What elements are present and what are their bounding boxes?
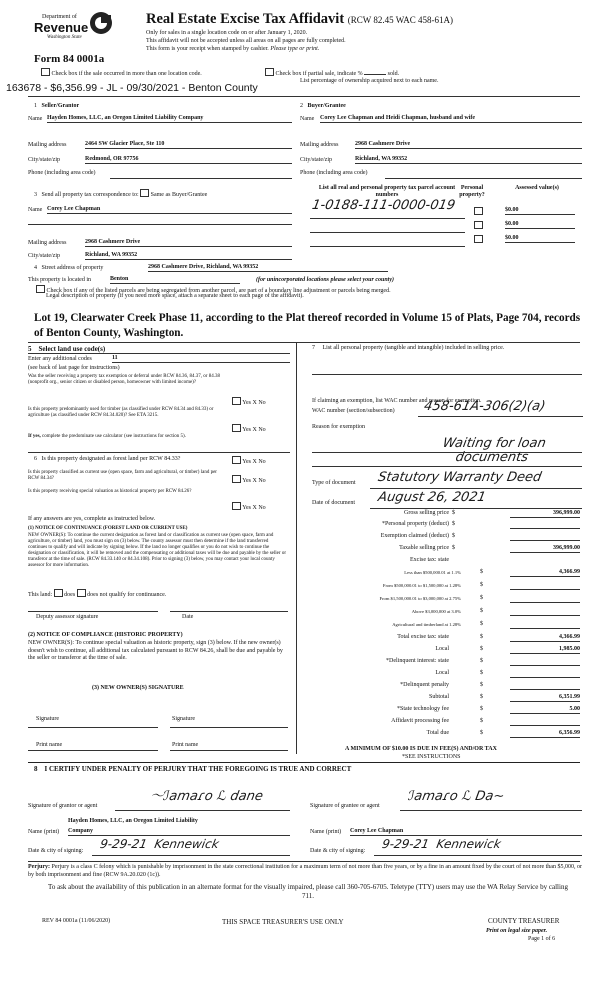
seller-name-label: Name: [28, 116, 43, 122]
assessed-value-1[interactable]: $0.00: [505, 207, 575, 215]
street-label: Street address of property: [41, 265, 104, 271]
delinq-local-amount[interactable]: [510, 670, 580, 678]
processing-fee-label: Affidavit processing fee: [391, 718, 449, 724]
correspondence-city-label: City/state/zip: [28, 253, 60, 259]
additional-codes[interactable]: 11: [112, 355, 290, 363]
sold-label: sold.: [387, 71, 400, 77]
certify-heading: [34, 765, 351, 773]
buyer-city[interactable]: Richland, WA 99352: [355, 156, 582, 164]
doc-date[interactable]: August 26, 2021: [376, 490, 488, 505]
delinq-penalty-currency: $: [480, 682, 483, 688]
correspondence-name[interactable]: Corey Lee Chapman: [47, 206, 292, 214]
grantee-date-city-label: Date & city of signing:: [310, 848, 366, 854]
correspondence-mail[interactable]: 2968 Cashmere Drive: [85, 239, 292, 247]
certify-text: I CERTIFY UNDER PENALTY OF PERJURY THAT THE FOREGOING IS TRUE AND CORRECT: [44, 765, 352, 773]
subtotal-amount[interactable]: 6,351.99: [510, 694, 580, 702]
tier1-amount[interactable]: 4,366.99: [510, 569, 580, 577]
tier2-label: From $500,000.01 to $1,500,000 at 1.28%: [382, 583, 461, 588]
q-timber-yes-checkbox[interactable]: [232, 424, 241, 432]
correspondence-name-label: Name: [28, 207, 43, 213]
q-exemption-answer: [232, 397, 266, 407]
see-instructions-note: *SEE INSTRUCTIONS: [402, 754, 461, 760]
form-title-ref: (RCW 82.45 WAC 458-61A): [347, 15, 453, 25]
q-forest-yesno: Yes X No: [242, 459, 266, 465]
tier1-currency: $: [480, 569, 483, 575]
seller-city-label: City/state/zip: [28, 157, 60, 163]
grantor-signature[interactable]: 〜ℐamaɾo ℒ dane: [148, 789, 265, 804]
grantee-name-print[interactable]: Corey Lee Chapman: [350, 828, 582, 836]
q-exemption-yesno: Yes X No: [242, 400, 266, 406]
tier2-amount[interactable]: [510, 582, 580, 590]
seller-name[interactable]: Hayden Homes, LLC, an Oregon Limited Liability Company: [47, 115, 292, 123]
assessed-value-header: Assessed value(s): [515, 185, 559, 191]
grantee-name-print-label: Name (print): [310, 829, 342, 835]
segregated-label: Check box if any of the listed parcels are being segregated from another parcel, are part of a boundary line adjustment or parcels being merged.: [46, 288, 391, 294]
header-note-3: [146, 46, 319, 53]
new-owner-print-name-label-1: Print name: [36, 742, 63, 748]
buyer-heading: [300, 103, 346, 110]
partial-sale-percent-field[interactable]: [364, 74, 386, 75]
alt-format-note: To ask about the availability of this publication in an alternate format for the visually impaired, please call 360-705-6705. Teletype (TTY) users may use the WA Relay Service by calling 711.: [48, 883, 568, 901]
delinq-penalty-amount[interactable]: [510, 682, 580, 690]
grantee-signature-label: Signature of grantee or agent: [310, 803, 380, 809]
perjury-text: Perjury is a class C felony which is punishable by imprisonment in the state correctional institution for a maximum term of not more than five years, or by a fine in an amount fixed by the court of not more than $5,000, or by both imprisonment and fine (RCW 9A.20.020 (1c)).: [28, 864, 583, 879]
gross-currency: $: [452, 510, 455, 516]
tier2-currency: $: [480, 582, 483, 588]
tech-fee-currency: $: [480, 706, 483, 712]
same-as-buyer-checkbox[interactable]: [140, 189, 149, 197]
grantor-name-print-label: Name (print): [28, 829, 60, 835]
grantee-signature[interactable]: ℐamaɾo ℒ Da~: [406, 789, 506, 804]
doc-date-label: Date of document: [312, 500, 355, 506]
recording-stamp: 163678 - $6,356.99 - JL - 09/30/2021 - Benton County: [6, 82, 258, 94]
exemption-deduct[interactable]: [510, 533, 580, 541]
land-use-heading: [28, 345, 105, 353]
local-currency: $: [480, 646, 483, 652]
legal-description-label: Legal description of property (if you need more space, attach a separate sheet to each page of the affidavit).: [46, 293, 304, 299]
doc-type-label: Type of document: [312, 480, 356, 486]
land-does-not-checkbox[interactable]: [77, 589, 86, 597]
notice-compliance-text: NEW OWNER(S): To continue special valuation as historic property, sign (3) below. If the new owner(s) doesn't wish to continue, all additional tax calculated pursuant to RCW 84.26, shall be due and payable by the seller or transferor at the time of sale.: [28, 640, 283, 661]
q-current-use-yesno: Yes X No: [242, 478, 266, 484]
tier4-amount[interactable]: [510, 608, 580, 616]
deputy-signature-label: Deputy assessor signature: [36, 614, 99, 620]
reason-label: Reason for exemption: [312, 424, 365, 430]
tech-fee-label: *State technology fee: [397, 706, 449, 712]
tech-fee-amount[interactable]: 5.00: [510, 706, 580, 714]
header-note-1: Only for sales in a single location code on or after January 1, 2020.: [146, 30, 308, 36]
land-use-heading-text: Select land use code(s): [38, 345, 106, 353]
tier3-label: From $1,500,000.01 to $3,000,000 at 2.75%: [379, 596, 461, 601]
form-title-text: Real Estate Excise Tax Affidavit: [146, 11, 345, 27]
total-state-label: Total excise tax: state: [397, 634, 449, 640]
total-state-amount[interactable]: 4,366.99: [510, 634, 580, 642]
if-yes-text: complete the predominate use calculator (see instructions for section 5).: [42, 434, 186, 439]
wac-label: WAC number (section/subsection): [312, 408, 395, 414]
correspondence-mail-label: Mailing address: [28, 240, 67, 246]
exemption-reason[interactable]: Waiting for loan documents: [441, 436, 548, 465]
doc-type[interactable]: Statutory Warranty Deed: [376, 470, 543, 485]
county-treasurer-label: COUNTY TREASURER: [488, 917, 560, 925]
personal-property-deduct[interactable]: [510, 521, 580, 529]
revenue-logo-text: Revenue: [34, 20, 89, 35]
assessed-value-2[interactable]: $0.00: [505, 221, 575, 229]
rev-number: REV 84 0001a (11/06/2020): [42, 918, 111, 924]
total-due-amount[interactable]: 6,356.99: [510, 730, 580, 738]
this-land-label: This land:: [28, 592, 53, 598]
q-exemption-yes-checkbox[interactable]: [232, 397, 241, 405]
notice-continuance-heading: (1) NOTICE OF CONTINUANCE (FOREST LAND OR CURRENT USE): [28, 526, 188, 531]
total-due-currency: $: [480, 730, 483, 736]
delinq-penalty-label: *Delinquent penalty: [400, 682, 449, 688]
certify-num: 8: [34, 765, 38, 773]
tier1-label: Less than $500,000.01 at 1.1%: [404, 570, 461, 575]
q-timber: Is this property predominantly used for timber (as classified under RCW 84.34 and 84.33) or agriculture (as classified under RCW 84.34.020)? See ETA 3215.: [28, 407, 214, 418]
taxable-label: Taxable selling price: [399, 545, 449, 551]
additional-codes-label: Enter any additional codes: [28, 356, 92, 362]
personal-label: *Personal property (deduct): [382, 521, 449, 527]
tier3-currency: $: [480, 595, 483, 601]
if-any-note: If any answers are yes, complete as instructed below.: [28, 516, 156, 522]
taxable-currency: $: [452, 545, 455, 551]
gross-label: Gross selling price: [404, 510, 449, 516]
q-current-use-yes-checkbox[interactable]: [232, 475, 241, 483]
seller-heading-text: Seller/Grantor: [41, 103, 80, 109]
page-number: Page 1 of 6: [528, 936, 556, 942]
total-state-currency: $: [480, 634, 483, 640]
q-current-use-answer: [232, 475, 266, 485]
street-num: 4: [34, 265, 37, 271]
processing-fee-currency: $: [480, 718, 483, 724]
personal-property-list: [312, 345, 582, 352]
buyer-city-label: City/state/zip: [300, 157, 332, 163]
land-does-label: does: [64, 592, 76, 598]
buyer-mail[interactable]: 2968 Cashmere Drive: [355, 141, 582, 149]
seller-heading: [34, 103, 79, 110]
tier5-label: Agricultural and timberland at 1.28%: [392, 622, 461, 627]
new-owner-signature-label-1: Signature: [36, 716, 59, 722]
header-note-3b: Please type or print.: [270, 46, 320, 52]
section6-num: 6: [34, 456, 37, 462]
q-forest-answer: [232, 456, 266, 466]
exemption-instructions: If claiming an exemption, list WAC number and reason for exemption.: [312, 398, 482, 404]
q-exemption: Was the seller receiving a property tax exemption or deferral under RCW 84.36, 84.37, or 84.38 (nonprofit org., senior citizen or disabled person, homeowner with limited income)?: [28, 374, 220, 385]
q-forest-yes-checkbox[interactable]: [232, 456, 241, 464]
form-number: Form 84 0001a: [34, 53, 105, 65]
unincorporated-note: (for unincorporated locations please select your county): [256, 277, 394, 283]
assessed-value-3[interactable]: $0.00: [505, 235, 575, 243]
department-label: Department of: [42, 14, 77, 20]
delinq-local-label: Local: [435, 670, 449, 676]
new-owner-signature-label-2: Signature: [172, 716, 195, 722]
q-timber-yesno: Yes X No: [242, 427, 266, 433]
see-back-note: (see back of last page for instructions): [28, 365, 120, 371]
street-address[interactable]: 2968 Cashmere Drive, Richland, WA 99352: [148, 264, 388, 272]
buyer-heading-text: Buyer/Grantee: [307, 103, 346, 109]
grantee-date-city[interactable]: 9-29-21 Kennewick: [380, 837, 502, 851]
perjury-note: [28, 863, 582, 879]
section7-num: 7: [312, 345, 315, 351]
washington-state-label: Washington State: [47, 35, 82, 40]
q-historic-answer: [232, 502, 266, 512]
gross-selling-price[interactable]: 396,999.00: [510, 510, 580, 518]
this-land-row: [28, 589, 166, 599]
header-note-3a: This form is your receipt when stamped by cashier.: [146, 46, 269, 52]
new-owner-print-name-label-2: Print name: [172, 742, 199, 748]
excise-state-label: Excise tax: state: [410, 557, 449, 563]
header-note-2: This affidavit will not be accepted unless all areas on all pages are fully completed.: [146, 38, 346, 44]
tier5-currency: $: [480, 621, 483, 627]
multi-location-checkbox[interactable]: [41, 68, 50, 76]
buyer-name-label: Name: [300, 116, 315, 122]
grantor-signature-label: Signature of grantor or agent: [28, 803, 98, 809]
q-current-use: Is this property classified as current use (open space, farm and agricultural, or timber) land per RCW 84.34?: [28, 470, 217, 481]
perjury-bold: Perjury:: [28, 864, 50, 870]
grantor-date-city[interactable]: 9-29-21 Kennewick: [98, 837, 220, 851]
grantor-name-print[interactable]: Company: [68, 828, 290, 836]
revenue-logo-icon: [90, 12, 112, 34]
delinq-local-currency: $: [480, 670, 483, 676]
exemption-currency: $: [452, 533, 455, 539]
wac-number[interactable]: 458-61A-306(2)(a): [422, 399, 547, 414]
multi-location-row: [41, 68, 202, 78]
seller-phone-label: Phone (including area code): [28, 170, 96, 176]
legal-description[interactable]: Lot 19, Clearwater Creek Phase 11, according to the Plat thereof recorded in Volume 15 of Plats, Page 704, records of Benton County, Washington.: [34, 312, 581, 339]
q-historic-yes-checkbox[interactable]: [232, 502, 241, 510]
taxable-selling-price[interactable]: 396,999.00: [510, 545, 580, 553]
correspondence-num: 3: [34, 192, 37, 198]
if-yes-bold: If yes,: [28, 434, 41, 439]
q-historic: Is this property receiving special valuation as historical property per RCW 84.26?: [28, 489, 192, 494]
notice-compliance-heading: (2) NOTICE OF COMPLIANCE (HISTORIC PROPERTY): [28, 632, 183, 638]
tier4-label: Above $3,000,000 at 3.0%: [411, 609, 461, 614]
partial-sale-checkbox[interactable]: [265, 68, 274, 76]
land-use-num: 5: [28, 345, 32, 353]
personal-property-checkbox-3[interactable]: [474, 235, 483, 245]
section7-text: List all personal property (tangible and intangible) included in selling price.: [322, 345, 505, 351]
q-timber-answer: [232, 424, 266, 434]
seller-mail-label: Mailing address: [28, 142, 67, 148]
q-forest: Is this property designated as forest land per RCW 84.33?: [41, 456, 181, 462]
tier4-currency: $: [480, 608, 483, 614]
tier5-amount[interactable]: [510, 621, 580, 629]
buyer-phone-label: Phone (including area code): [300, 170, 368, 176]
partial-sale-row: [265, 68, 399, 78]
buyer-num: 2: [300, 103, 303, 109]
ownership-note: List percentage of ownership acquired next to each name.: [300, 78, 439, 84]
segregated-checkbox[interactable]: [36, 285, 45, 293]
land-does-not-label: does not qualify for continuance.: [87, 592, 167, 598]
personal-property-checkbox-2[interactable]: [474, 221, 483, 231]
parcel-header: List all real and personal property tax parcel account numbers: [318, 185, 456, 198]
delinq-state-label: *Delinquent interest: state: [386, 658, 449, 664]
buyer-mail-label: Mailing address: [300, 142, 339, 148]
local-amount[interactable]: 1,985.00: [510, 646, 580, 654]
correspondence-city[interactable]: Richland, WA 99352: [85, 252, 292, 260]
personal-property-checkbox-1[interactable]: [474, 207, 483, 217]
grantor-date-city-label: Date & city of signing:: [28, 848, 84, 854]
land-does-checkbox[interactable]: [54, 589, 63, 597]
buyer-name[interactable]: Corey Lee Chapman and Heidi Chapman, husband and wife: [320, 115, 582, 123]
correspondence-row: [34, 189, 207, 199]
forest-question-row: [34, 456, 180, 463]
personal-currency: $: [452, 521, 455, 527]
subtotal-currency: $: [480, 694, 483, 700]
new-owner-signature-heading: (3) NEW OWNER(S) SIGNATURE: [92, 685, 184, 691]
parcel-number[interactable]: 1-0188-111-0000-019: [310, 198, 457, 213]
delinq-state-amount[interactable]: [510, 658, 580, 666]
if-yes-note: [28, 434, 258, 440]
local-label: Local: [435, 646, 449, 652]
seller-mail[interactable]: 2464 SW Glacier Place, Ste 110: [85, 141, 292, 149]
partial-sale-label: Check box if partial sale, indicate %: [275, 71, 363, 77]
same-as-buyer-label: Same as Buyer/Grantee: [150, 192, 208, 198]
subtotal-label: Subtotal: [428, 694, 449, 700]
processing-fee-amount[interactable]: [510, 718, 580, 726]
seller-num: 1: [34, 103, 37, 109]
minimum-due-note: A MINIMUM OF $10.00 IS DUE IN FEE(S) AND/OR TAX: [345, 746, 497, 752]
form-title: [146, 11, 453, 28]
multi-location-label: Check box if the sale occurred in more than one location code.: [51, 71, 202, 77]
total-due-label: Total due: [426, 730, 449, 736]
personal-property-header: Personal property?: [459, 185, 485, 198]
notice-continuance-text: NEW OWNER(S): To continue the current designation as forest land or classification as current use (open space, farm and agriculture, or timber) land, you must sign on (3) below. The county assessor must then determine if the land transferred continues to qualify and will indicate by signing below. If the land no longer qualifies or you do not wish to continue the designation or classification, it will be removed and the compensating or additional taxes will be due and payable by the seller or transferor at the time of sale. (RCW 84.33.140 or 84.34.108). Prior to signing (3) below, you may contact your local county assessor for more information.: [28, 533, 286, 568]
located-in-label: This property is located in: [28, 277, 91, 283]
delinq-state-currency: $: [480, 658, 483, 664]
tier3-amount[interactable]: [510, 595, 580, 603]
deputy-date-label: Date: [182, 614, 194, 620]
seller-city[interactable]: Redmond, OR 97756: [85, 156, 292, 164]
exemption-label: Exemption claimed (deduct): [380, 533, 449, 539]
q-historic-yesno: Yes X No: [242, 505, 266, 511]
legal-paper-note: Print on legal size paper.: [486, 928, 548, 934]
grantor-print-line1: Hayden Homes, LLC, an Oregon Limited Liability: [68, 818, 198, 824]
county-field[interactable]: Benton: [110, 276, 240, 284]
correspondence-text: Send all property tax correspondence to:: [41, 192, 139, 198]
street-num-label: [34, 265, 103, 272]
treasurer-space-note: THIS SPACE TREASURER'S USE ONLY: [222, 918, 344, 926]
